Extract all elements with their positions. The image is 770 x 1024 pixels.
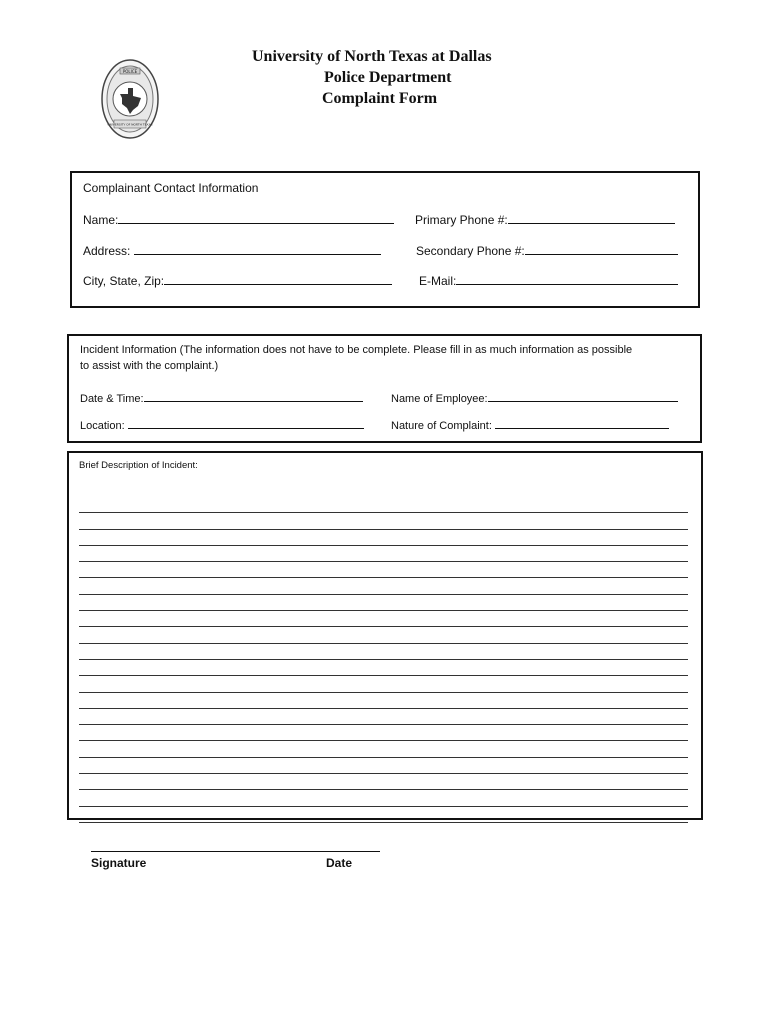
address-label: Address: [83, 244, 131, 258]
location-label: Location: [80, 420, 125, 432]
primary-phone-label: Primary Phone #: [415, 213, 508, 227]
name-input-line[interactable] [118, 211, 394, 224]
date-time-input-line[interactable] [144, 389, 363, 402]
date-label: Date [326, 856, 353, 870]
description-line[interactable] [79, 741, 688, 757]
nature-of-complaint-field[interactable] [391, 416, 669, 432]
date-time-field[interactable] [80, 389, 363, 405]
description-line[interactable] [79, 758, 688, 774]
location-input-line[interactable] [128, 416, 364, 429]
description-line[interactable] [79, 709, 688, 725]
description-line[interactable] [79, 807, 688, 823]
employee-name-input-line[interactable] [488, 389, 678, 402]
description-line[interactable] [79, 562, 688, 578]
description-line[interactable] [79, 644, 688, 660]
email-field[interactable] [419, 272, 678, 288]
city-state-zip-input-line[interactable] [164, 272, 392, 285]
secondary-phone-label: Secondary Phone #: [416, 244, 525, 258]
description-line[interactable] [79, 497, 688, 513]
incident-section-title-line2: to assist with the complaint.) [80, 360, 219, 372]
title-university: University of North Texas at Dallas [252, 48, 492, 65]
employee-name-field[interactable] [391, 389, 678, 405]
description-line[interactable] [79, 627, 688, 643]
name-field[interactable] [83, 211, 394, 227]
description-line[interactable] [79, 660, 688, 676]
address-input-line[interactable] [134, 242, 381, 255]
description-line[interactable] [79, 513, 688, 529]
email-input-line[interactable] [456, 272, 678, 285]
primary-phone-input-line[interactable] [508, 211, 675, 224]
description-line[interactable] [79, 611, 688, 627]
location-field[interactable] [80, 416, 364, 432]
description-line[interactable] [79, 595, 688, 611]
description-label: Brief Description of Incident: [79, 460, 198, 471]
email-label: E-Mail: [419, 274, 457, 288]
city-state-zip-label: City, State, Zip: [83, 274, 165, 288]
description-line[interactable] [79, 774, 688, 790]
secondary-phone-field[interactable] [416, 242, 678, 258]
svg-text:POLICE: POLICE [122, 69, 138, 74]
secondary-phone-input-line[interactable] [525, 242, 678, 255]
nature-of-complaint-label: Nature of Complaint: [391, 420, 492, 432]
form-header [0, 0, 770, 140]
description-line[interactable] [79, 530, 688, 546]
description-lines[interactable] [79, 497, 688, 823]
title-form: Complaint Form [322, 90, 438, 107]
address-field[interactable] [83, 242, 381, 258]
name-label: Name: [83, 213, 119, 227]
description-line[interactable] [79, 546, 688, 562]
city-state-zip-field[interactable] [83, 272, 392, 288]
description-line[interactable] [79, 676, 688, 692]
police-seal-logo [100, 58, 160, 140]
description-line[interactable] [79, 578, 688, 594]
date-time-label: Date & Time: [80, 393, 144, 405]
description-line[interactable] [79, 790, 688, 806]
nature-of-complaint-input-line[interactable] [495, 416, 669, 429]
svg-text:UNIVERSITY OF NORTH TEXAS: UNIVERSITY OF NORTH TEXAS [107, 122, 153, 127]
description-line[interactable] [79, 725, 688, 741]
signature-line[interactable] [91, 851, 380, 852]
employee-name-label: Name of Employee: [391, 393, 488, 405]
title-department: Police Department [324, 69, 452, 86]
incident-section-title-line1: Incident Information (The information does not have to be complete. Please fill in as much information as possible [80, 344, 633, 356]
contact-section-title: Complainant Contact Information [83, 181, 259, 195]
primary-phone-field[interactable] [415, 211, 675, 227]
description-line[interactable] [79, 693, 688, 709]
signature-label: Signature [91, 856, 147, 870]
